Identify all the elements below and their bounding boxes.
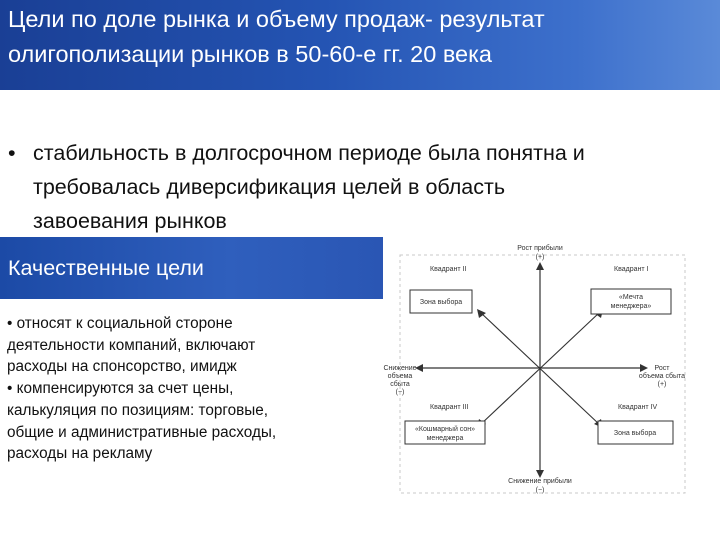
arrow-down-icon: [536, 470, 544, 478]
slide-title: Цели по доле рынка и объему продаж- результат олигополизации рынков в 50-60-е гг. 20 века: [8, 6, 545, 67]
arrow-up-icon: [536, 262, 544, 270]
bottom-axis-sign: (−): [535, 487, 545, 494]
box-bottom-left-line2: менеджера: [426, 435, 464, 442]
top-axis-label: Рост прибыли: [517, 245, 563, 252]
bottom-axis-label: Снижение прибыли: [508, 478, 572, 485]
box-top-left-label: Зона выбора: [419, 299, 463, 306]
box-bottom-right-label: Зона выбора: [613, 430, 657, 437]
box-top-right-line2: менеджера»: [610, 303, 652, 310]
left-axis-line1: Снижение: [383, 365, 417, 372]
right-axis-sign: (+): [657, 381, 667, 388]
left-axis-line2: объема: [387, 373, 413, 380]
subheading: Качественные цели: [8, 256, 204, 280]
box-top-right: [591, 289, 671, 314]
right-axis-line1: Рост: [654, 365, 670, 372]
arrow-right-icon: [640, 364, 648, 372]
box-bottom-left-line1: «Кошмарный сон»: [414, 426, 476, 433]
box-top-right-line1: «Мечта: [618, 294, 644, 301]
right-axis-line2: объема сбыта: [638, 373, 686, 380]
quadrant-2-label: Квадрант II: [430, 266, 467, 273]
left-axis-sign: (−): [395, 389, 405, 396]
quadrant-1-label: Квадрант I: [614, 266, 649, 273]
quadrant-3-label: Квадрант III: [430, 404, 469, 411]
bullet-marker: •: [8, 141, 16, 165]
bullet-text: стабильность в долгосрочном периоде была понятна и требовалась диверсификация целей в область завоевания рынков: [33, 141, 585, 233]
qualitative-notes: • относят к социальной стороне деятельности компаний, включают расходы на спонсорство, имидж • компенсируются за счет цены, калькуляция по позициям: торговые, общие и административные расходы, расходы на рекламу: [7, 315, 277, 463]
left-axis-line3: сбыта: [390, 381, 410, 388]
top-axis-sign: (+): [535, 254, 545, 261]
quadrant-4-label: Квадрант IV: [618, 404, 658, 411]
